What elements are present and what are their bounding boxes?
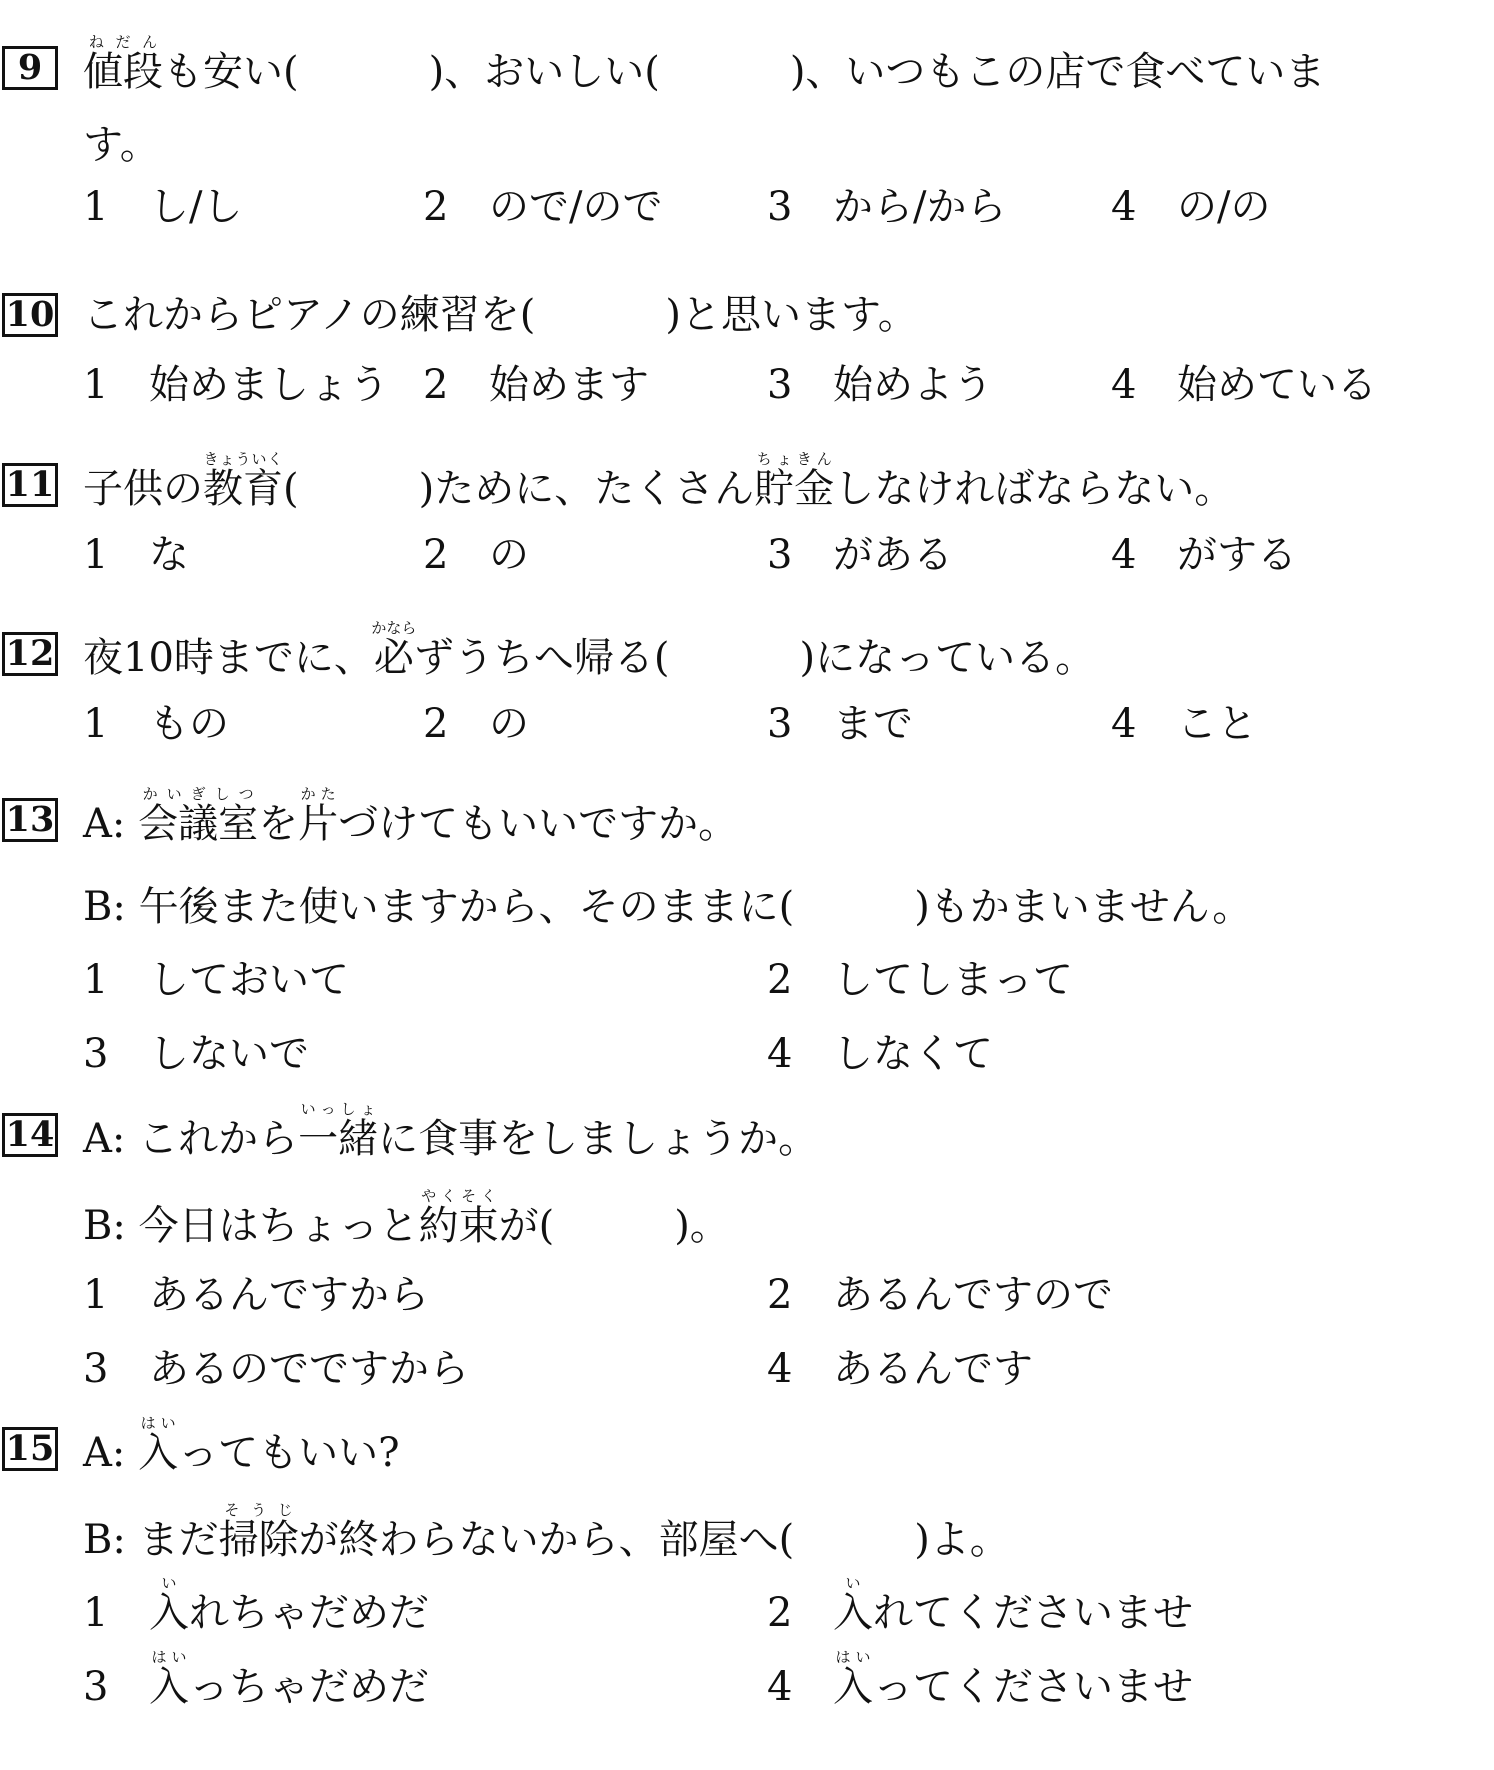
question-stem-continued: す。: [83, 122, 160, 168]
answer-option[interactable]: 3 入はいっちゃだめだ: [83, 1648, 429, 1710]
dialogue-line-b: B: 午後また使いますから、そのままに( )もかまいません。: [83, 884, 1253, 930]
answer-option[interactable]: 3 あるのでですから: [83, 1346, 469, 1392]
question-number: 10: [2, 293, 58, 337]
question-number: 12: [2, 632, 58, 676]
answer-option[interactable]: 4 こと: [1111, 701, 1257, 747]
answer-option[interactable]: 1 な: [83, 532, 189, 578]
answer-option[interactable]: 1 もの: [83, 701, 229, 747]
answer-option[interactable]: 1 しておいて: [83, 957, 349, 1003]
question-number: 15: [2, 1427, 58, 1471]
answer-option[interactable]: 4 始めている: [1111, 362, 1377, 408]
answer-option[interactable]: 1 あるんですから: [83, 1272, 429, 1318]
dialogue-line-a: A: 入はいってもいい?: [83, 1414, 400, 1476]
question-stem: 子供の教育きょういく( )ために、たくさん貯金ちょきんしなければならない。: [83, 450, 1235, 512]
ruby-word: 入い: [833, 1574, 873, 1636]
answer-option[interactable]: 4 がする: [1111, 532, 1297, 578]
answer-option[interactable]: 4 入はいってくださいませ: [767, 1648, 1193, 1710]
answer-option[interactable]: 3 がある: [767, 532, 953, 578]
ruby-word: 約束やくそく: [418, 1187, 499, 1249]
answer-option[interactable]: 4 あるんです: [767, 1346, 1033, 1392]
answer-option[interactable]: 4 しなくて: [767, 1031, 993, 1077]
answer-option[interactable]: 3 まで: [767, 701, 913, 747]
question-number: 14: [2, 1113, 58, 1157]
answer-option[interactable]: 2 あるんですので: [767, 1272, 1113, 1318]
dialogue-line-b: B: まだ掃除そうじが終わらないから、部屋へ( )よ。: [83, 1501, 1010, 1563]
question-stem: 夜10時までに、必かならずうちへ帰る( )になっている。: [83, 619, 1096, 681]
ruby-word: 教育きょういく: [203, 450, 283, 512]
ruby-word: 掃除そうじ: [218, 1501, 299, 1563]
answer-option[interactable]: 2 の: [423, 701, 529, 747]
answer-option[interactable]: 1 始めましょう: [83, 362, 389, 408]
ruby-word: 貯金ちょきん: [754, 450, 835, 512]
dialogue-line-b: B: 今日はちょっと約束やくそくが( )。: [83, 1187, 730, 1249]
question-number: 11: [2, 463, 58, 507]
question-number: 9: [2, 46, 58, 90]
answer-option[interactable]: 3 始めよう: [767, 362, 993, 408]
answer-option[interactable]: 2 の: [423, 532, 529, 578]
ruby-word: 入い: [149, 1574, 189, 1636]
ruby-word: 値段ねだん: [83, 33, 163, 95]
answer-option[interactable]: 2 入いれてくださいませ: [767, 1574, 1193, 1636]
ruby-word: 会議室かいぎしつ: [138, 785, 259, 847]
answer-option[interactable]: 1 し/し: [83, 184, 243, 230]
answer-option[interactable]: 3 しないで: [83, 1031, 309, 1077]
dialogue-line-a: A: これから一緒いっしょに食事をしましょうか。: [83, 1100, 819, 1162]
ruby-word: 入はい: [138, 1414, 179, 1476]
answer-option[interactable]: 2 ので/ので: [423, 184, 663, 230]
ruby-word: 一緒いっしょ: [298, 1100, 379, 1162]
answer-option[interactable]: 3 から/から: [767, 184, 1007, 230]
dialogue-line-a: A: 会議室かいぎしつを片かたづけてもいいですか。: [83, 785, 739, 847]
ruby-word: 片かた: [298, 785, 339, 847]
answer-option[interactable]: 4 の/の: [1111, 184, 1271, 230]
answer-option[interactable]: 2 始めます: [423, 362, 649, 408]
ruby-word: 必かなら: [371, 619, 417, 681]
question-stem: 値段ねだんも安い( )、おいしい( )、いつもこの店で食べていま: [83, 33, 1326, 95]
question-stem: これからピアノの練習を( )と思います。: [83, 292, 918, 338]
answer-option[interactable]: 2 してしまって: [767, 957, 1073, 1003]
ruby-word: 入はい: [149, 1648, 189, 1710]
ruby-word: 入はい: [833, 1648, 873, 1710]
answer-option[interactable]: 1 入いれちゃだめだ: [83, 1574, 429, 1636]
question-number: 13: [2, 798, 58, 842]
